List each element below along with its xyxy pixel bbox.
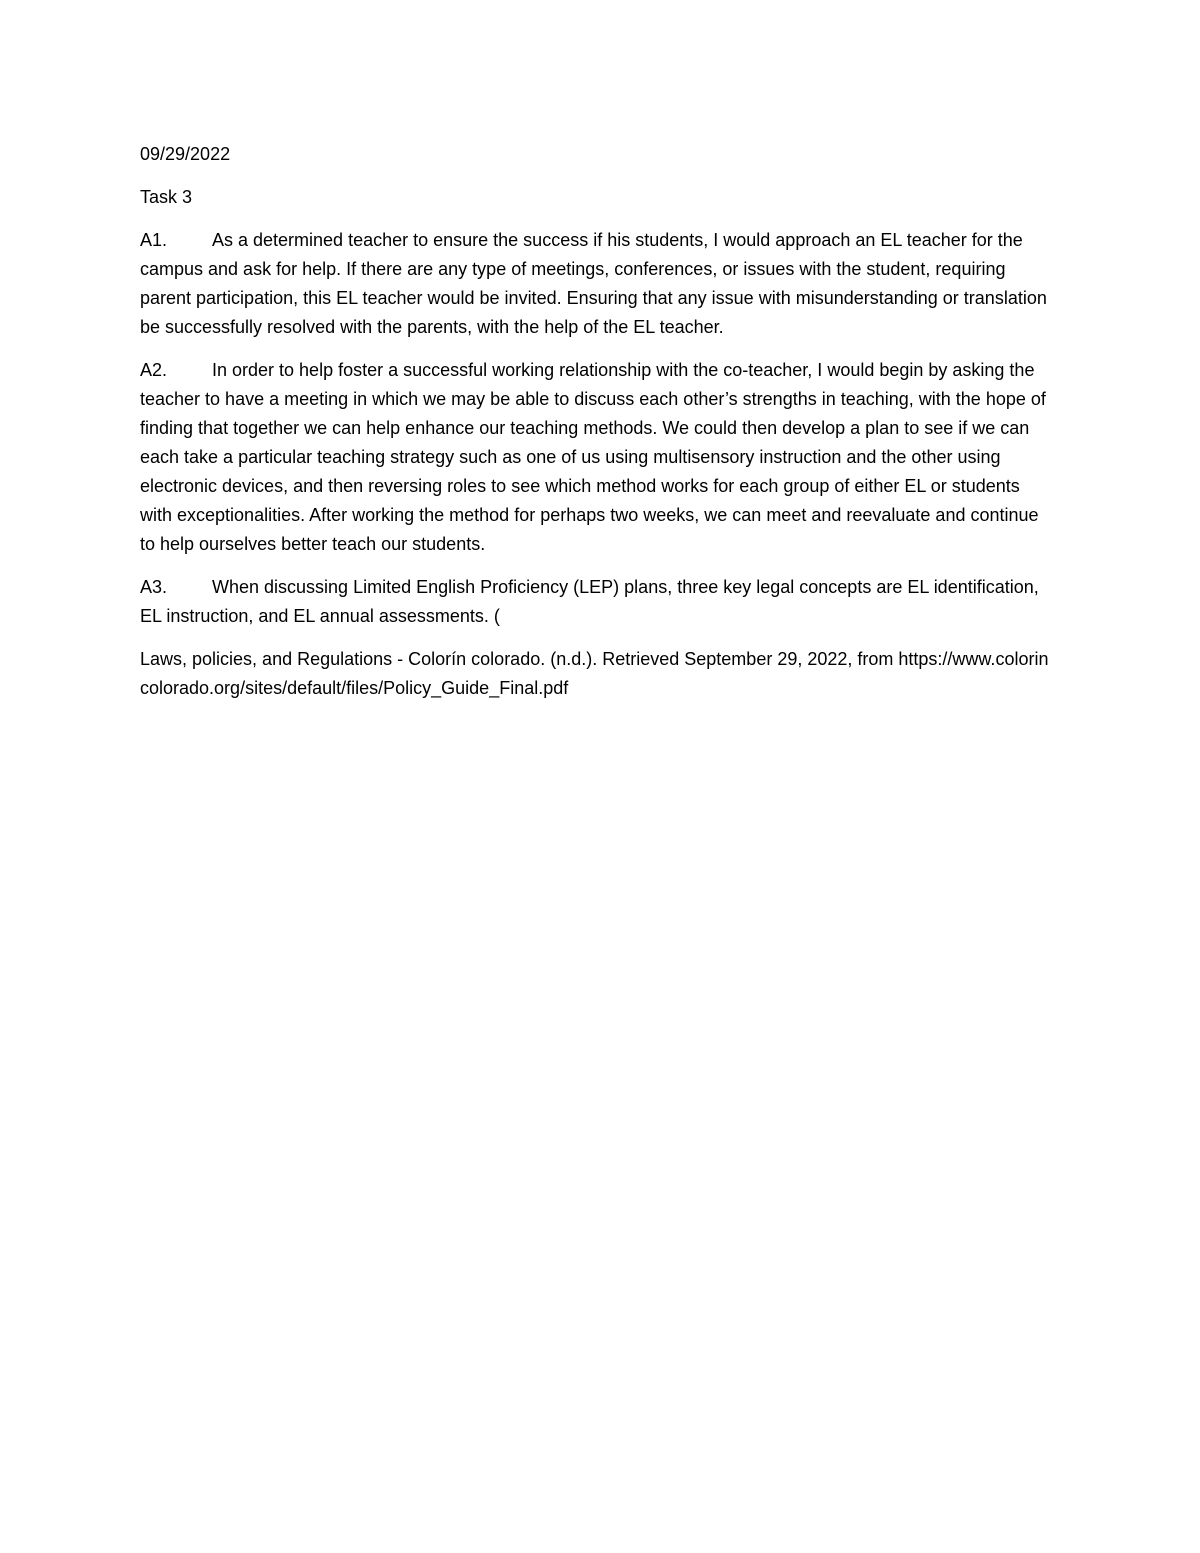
section-label: A1. bbox=[140, 230, 168, 250]
section-label: A2. bbox=[140, 360, 168, 380]
section-text: When discussing Limited English Proficiency (LEP) plans, three key legal concepts are EL identification, EL instruction, and EL annual assessments. ( bbox=[140, 577, 1039, 626]
reference-url: https://www.colorincolorado.org/sites/default/files/Policy_Guide_Final.pdf bbox=[140, 649, 1049, 698]
section-label: A3. bbox=[140, 577, 168, 597]
section-a2 bbox=[140, 356, 1050, 559]
section-text: As a determined teacher to ensure the success if his students, I would approach an EL teacher for the campus and ask for help. If there are any type of meetings, conferences, or issues with the student, requiring parent participation, this EL teacher would be invited. Ensuring that any issue with misunderstanding or translation be successfully resolved with the parents, with the help of the EL teacher. bbox=[140, 230, 1047, 337]
document-body bbox=[140, 140, 1050, 717]
reference-citation: Laws, policies, and Regulations - Colorín colorado. (n.d.). Retrieved September 29, 2022, from bbox=[140, 649, 894, 669]
section-a3 bbox=[140, 573, 1050, 631]
reference bbox=[140, 645, 1050, 703]
task-heading: Task 3 bbox=[140, 187, 193, 207]
section-a1 bbox=[140, 226, 1050, 342]
document-date: 09/29/2022 bbox=[140, 144, 231, 164]
section-text: In order to help foster a successful working relationship with the co-teacher, I would begin by asking the teacher to have a meeting in which we may be able to discuss each other’s strengths in teaching, with the hope of finding that together we can help enhance our teaching methods. We could then develop a plan to see if we can each take a particular teaching strategy such as one of us using multisensory instruction and the other using electronic devices, and then reversing roles to see which method works for each group of either EL or students with exceptionalities. After working the method for perhaps two weeks, we can meet and reevaluate and continue to help ourselves better teach our students. bbox=[140, 360, 1046, 554]
